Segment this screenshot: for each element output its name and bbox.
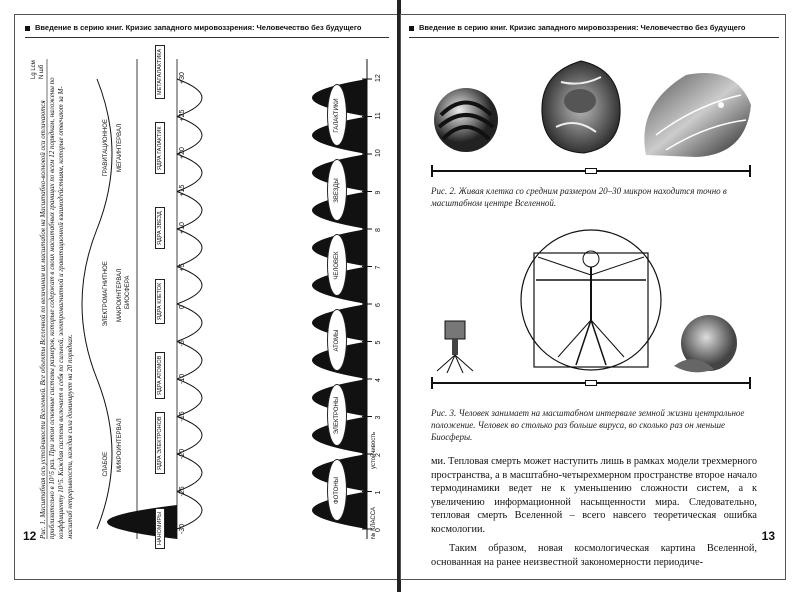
header-rule (409, 37, 779, 38)
scale-value: 0 (179, 305, 186, 309)
figure2-caption: Рис. 2. Живая клетка со средним размером 20–30 микрон находится точно в масштабном центре Вселенной. (431, 186, 727, 208)
class-ellipse: ЧЕЛОВЕК (327, 235, 347, 297)
body-text (431, 455, 757, 569)
paragraph-1: ми. Тепловая смерть может наступить лишь в рамках модели трехмерного пространства, а в масштабно-четырехмерном пространстве второе начало термодинамики ведет не к уменьшению сложности систем, а к увеличению информационной насыщенности мира. Следовательно, тепловая смерть Вселенной – всего навсего теоретическая ошибка космологии. (431, 456, 757, 535)
class-ellipse: ГАЛАКТИКИ (327, 85, 347, 147)
interval-label: МИКРОИНТЕРВАЛ (117, 418, 123, 472)
scale-value: -20 (179, 448, 186, 459)
class-number: 1 (375, 490, 382, 495)
scale-value: +20 (179, 147, 186, 159)
interval-label: МЕГАИНТЕРВАЛ (117, 123, 123, 172)
biosphere-leaf-image (669, 311, 744, 377)
object-label: ЯДРА ГАЛАКТИК (155, 122, 165, 174)
class-number: 12 (375, 74, 382, 82)
running-header-right: Введение в серию книг. Кризис западного мировоззрения: Человечество без будущего (409, 23, 773, 37)
n-label: N шб (39, 64, 45, 79)
class-number: 4 (375, 378, 382, 382)
scale-value: -25 (179, 486, 186, 497)
virus-image (431, 315, 481, 375)
page-number-right: 13 (761, 529, 775, 543)
class-ellipse: ЭЛЕКТРОНЫ (327, 385, 347, 447)
class-number: 10 (375, 149, 382, 157)
page-number-left: 12 (23, 529, 37, 543)
paragraph-2: Таким образом, новая космологическая картина Вселенной, основанная на ранее неизвестной закономерности периодиче- (431, 543, 757, 568)
left-page (14, 14, 398, 580)
lg-label: Lg Lсм (31, 60, 37, 79)
interval-label: МАКРОИНТЕРВАЛ (117, 268, 123, 322)
interaction-label: ЭЛЕКТРОМАГНИТНОЕ (103, 261, 109, 327)
class-number: 8 (375, 228, 382, 232)
scale-value: +10 (179, 222, 186, 234)
biosphere-label: БИОСФЕРА (125, 275, 131, 309)
class-number: 3 (375, 415, 382, 420)
header-square-icon (409, 26, 414, 31)
figure1-caption: Рис. 1. Масштабная ось устойчивости Вселенной. Все объекты Вселенной по величинам их масштабов на Масштабно-волновой оси отличаются приблизительно в 10^5 раз. При этом основные системы размеров, которые содержат в своих масштабных границах по всем 12 порядкам, наложены по коэффициенту 10^5. Каждая система включает в себя по сильной, электромагнитной и гравитационной взаимодействиям, которые отвечают за М-масштаб непрерывности, каждая сила доминирует на 20 порядках. (39, 77, 74, 539)
cell-image (536, 57, 626, 157)
scale-value: -15 (179, 411, 186, 422)
class-number: 2 (375, 453, 382, 457)
scale-diagram-frame (27, 49, 387, 549)
figure2-scale-bar (431, 165, 751, 177)
scale-diagram (27, 49, 387, 549)
object-label: МЕТАГАЛАКТИКА (155, 45, 165, 99)
class-number: 7 (375, 265, 382, 270)
class-ellipse: АТОМЫ (327, 310, 347, 372)
figure3-scale-bar (431, 377, 751, 389)
class-number: 11 (375, 112, 382, 120)
class-number: 5 (375, 340, 382, 345)
upper-wave (177, 304, 202, 342)
header-rule (25, 37, 389, 38)
object-label: ЯДРА АТОМОВ (155, 352, 165, 399)
class-number: 6 (375, 303, 382, 307)
stability-lobes (107, 505, 177, 539)
class-axis-title: № КЛАССА (371, 507, 377, 539)
header-square-icon (25, 26, 30, 31)
class-number: 0 (375, 528, 382, 532)
interaction-label: ГРАВИТАЦИОННОЕ (103, 119, 109, 177)
scale-value: +25 (179, 109, 186, 122)
class-number: 9 (375, 190, 382, 195)
spiral-shell-image (431, 85, 501, 155)
upper-wave (177, 267, 202, 305)
right-page (400, 14, 786, 580)
scale-value: +15 (179, 184, 186, 197)
object-label: ЯДРА ЗВЕЗД (155, 207, 165, 249)
object-label: ЯДРА КЛЕТОК (155, 279, 165, 324)
upper-wave (177, 229, 202, 267)
running-header-left: Введение в серию книг. Кризис западного мировоззрения: Человечество без будущего (25, 23, 325, 37)
scale-value: +30 (179, 72, 186, 84)
scale-value: -5 (179, 340, 186, 347)
vitruvian-man-image (516, 225, 666, 375)
scale-value: -30 (179, 523, 186, 534)
figure3-caption: Рис. 3. Человек занимает на масштабном интервале земной жизни центральное положение. Человек во столько раз больше вируса, во сколько раз он меньше Биосферы. (431, 408, 745, 442)
galaxy-image (626, 65, 756, 160)
object-label: НАНОМИРЫ (155, 508, 165, 549)
class-ellipse: ФОТОНЫ (327, 460, 347, 522)
scale-value: -10 (179, 373, 186, 384)
interaction-label: СЛАБОЕ (103, 451, 109, 477)
object-label: ЯДРА ЭЛЕКТРОНОВ (155, 412, 165, 474)
class-ellipse: ЗВЕЗДЫ (327, 160, 347, 222)
scale-value: +5 (179, 263, 186, 272)
stability-axis-label: устойчивость (371, 431, 377, 469)
